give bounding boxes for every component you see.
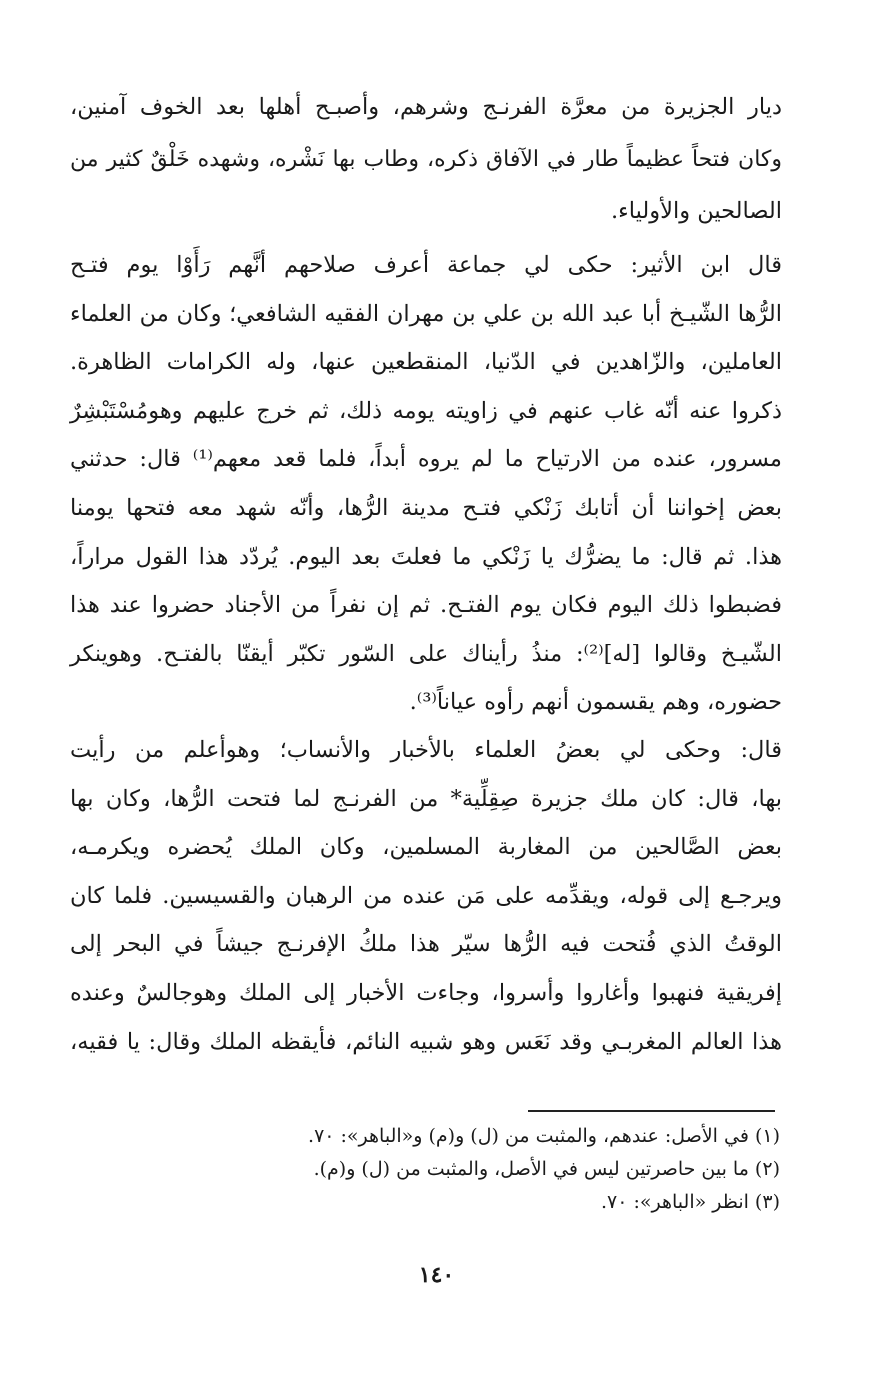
text-line: الرُّها الشّيـخ أبا عبد الله بن علي بن مهران الفقيه الشافعي؛ وكان من العلماء [70, 300, 782, 327]
text-line: وكان فتحاً عظيماً طار في الآفاق ذكره، وطاب بها نَشْره، وشهده خَلْقٌ كثير من [70, 147, 782, 172]
text-line: هذا العالم المغربـي وقد نَعَس وهو شبيه النائم، فأيقظه الملك وقال: يا فقيه، [70, 1028, 782, 1055]
text-line: الصالحين والأولياء. [611, 198, 782, 224]
text-line: العاملين، والزّاهدين في الدّنيا، المنقطعين عنها، وله الكرامات الظاهرة. [70, 349, 782, 376]
text-line: قال: وحكى لي بعضُ العلماء بالأخبار والأنساب؛ وهوأعلم من رأيت [70, 737, 782, 763]
footnotes [150, 1125, 780, 1224]
text-line: بها، قال: كان ملك جزيرة صِقِلِّية* من الفرنـج لما فتحت الرُّها، وكان بها [70, 785, 782, 812]
text-line: بعض إخواننا أن أتابك زَنْكي فتـح مدينة الرُّها، وأنّه شهد معه فتحها يومنا [70, 494, 782, 521]
footnote-3: (٣) انظر «الباهر»: ٧٠. [600, 1191, 780, 1213]
text-line: الوقتُ الذي فُتحت فيه الرُّها سيّر هذا ملكُ الإفرنـج جيشاً في البحر إلى [70, 931, 782, 958]
text-line: مسرور، عنده من الارتياح ما لم يروه أبداً، فلما قعد معهم⁽¹⁾ قال: حدثني [70, 446, 782, 473]
footnote-1: (١) في الأصل: عندهم، والمثبت من (ل) و(م) و«الباهر»: ٧٠. [308, 1125, 780, 1147]
text-line: هذا. ثم قال: ما يضرُّك يا زَنْكي ما فعلتَ بعد اليوم. يُردّد هذا القول مراراً، [70, 543, 782, 570]
paragraph-2 [70, 253, 782, 739]
text-line: ديار الجزيرة من معرَّة الفرنـج وشرهم، وأصبـح أهلها بعد الخوف آمنين، [70, 94, 782, 120]
text-line: حضوره، وهم يقسمون أنهم رأوه عياناً⁽³⁾. [409, 689, 782, 716]
page-number: ١٤٠ [418, 1262, 455, 1288]
paragraph-1 [70, 95, 782, 251]
text-line: ويرجـع إلى قوله، ويقدِّمه على مَن عنده من الرهبان والقسيسين. فلما كان [70, 882, 782, 909]
text-line: بعض الصَّالحين من المغاربة المسلمين، وكان الملك يُحضره ويكرمـه، [70, 834, 782, 861]
text-line: إفريقية فنهبوا وأغاروا وأسروا، وجاءت الأخبار إلى الملك وهوجالسٌ وعنده [70, 979, 782, 1006]
text-line: الشّيـخ وقالوا [له]⁽²⁾: منذُ رأيناك على السّور تكبّر أيقنّا بالفتـح. وهوينكر [70, 640, 782, 667]
text-line: ذكروا عنه أنّه غاب عنهم في زاويته يومه ذلك، ثم خرج عليهم وهومُسْتَبْشِرٌ [70, 397, 782, 424]
text-line: فضبطوا ذلك اليوم فكان يوم الفتـح. ثم إن نفراً من الأجناد حضروا عند هذا [70, 592, 782, 619]
paragraph-3 [70, 738, 782, 1078]
footnote-2: (٢) ما بين حاصرتين ليس في الأصل، والمثبت من (ل) و(م). [313, 1158, 780, 1180]
footnote-divider [528, 1110, 775, 1112]
text-line: قال ابن الأثير: حكى لي جماعة أعرف صلاحهم أنَّهم رَأَوْا يوم فتـح [70, 252, 782, 278]
